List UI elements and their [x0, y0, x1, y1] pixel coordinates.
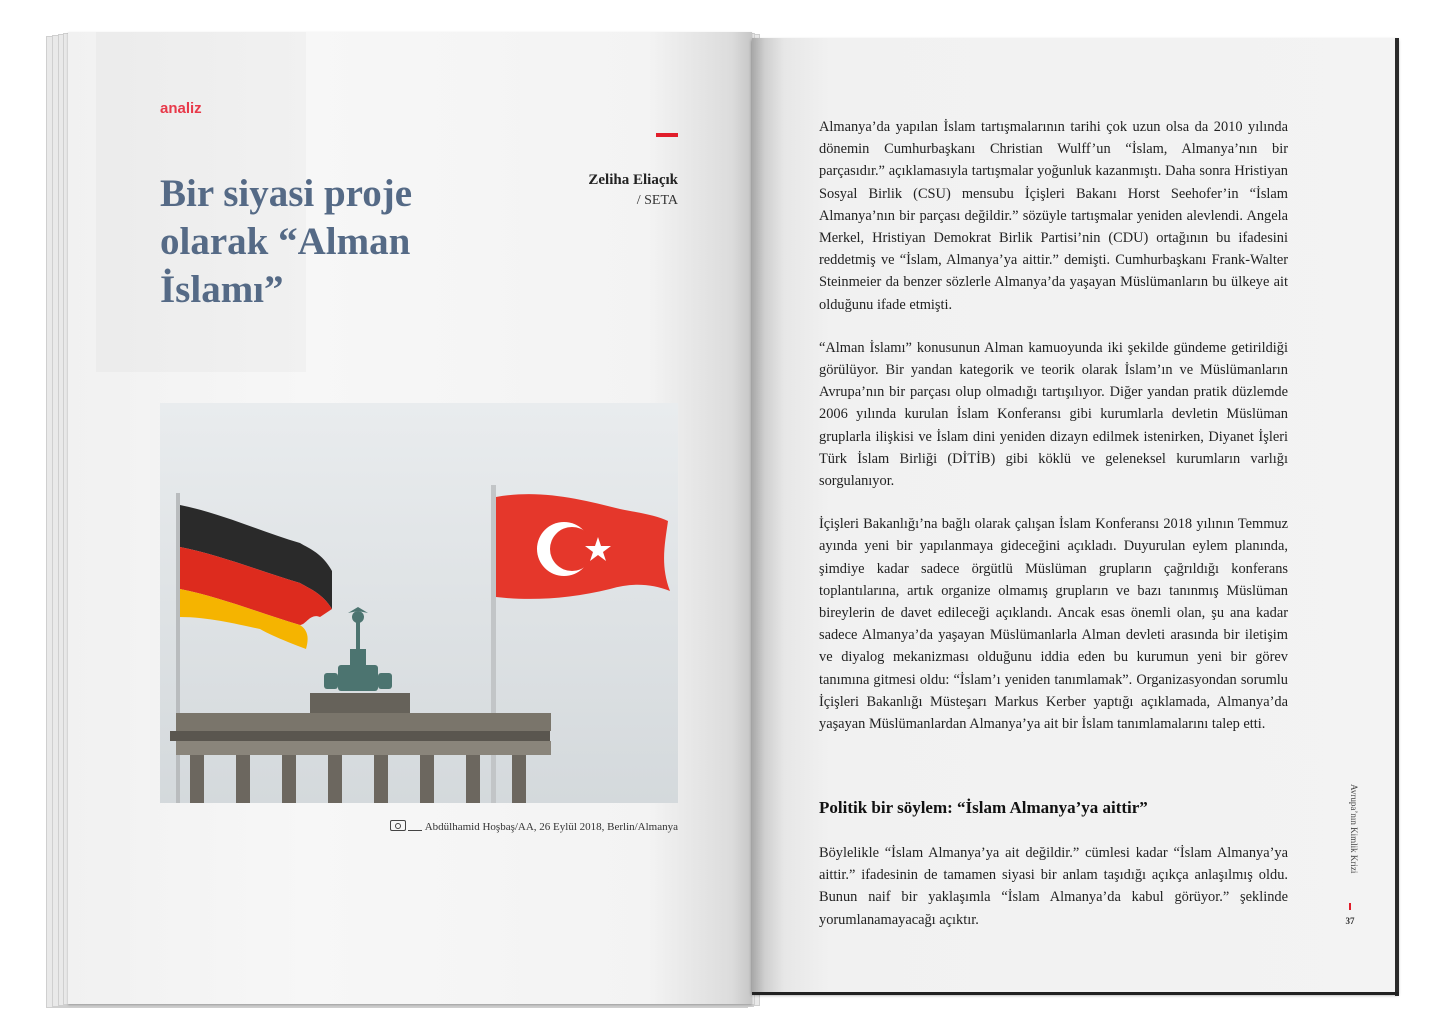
- right-page-edge: [1395, 38, 1399, 996]
- flagpole-left: [176, 493, 180, 803]
- body-paragraph: Almanya’da yapılan İslam tartışmalarının tarihi çok uzun olsa da 2010 yılında dönemin Cumhurbaşkanı Christian Wulff’un “İslam, Almanya’nın bir parçasıdır.” açıklamasıyla tartışmalar yoğunluk kazanmıştı. Daha sonra Hristiyan Sosyal Birlik (CSU) mensubu İçişleri Bakanı Horst Seehofer’in “İslam Almanya’nın bir parçası değildir.” sözüyle tartışmalar yeniden alevlendi. Angela Merkel, Hristiyan Demokrat Birlik Partisi’nin (CDU) ortağının bu ifadesini reddetmiş ve “İslam, Almanya’ya aittir.” demişti. Cumhurbaşkanı Frank-Walter Steinmeier da benzer sözlerle Almanya’da yaşayan Müslümanların bu ülkeye ait olduğunu ifade etmişti.: [819, 119, 1288, 313]
- camera-icon: [390, 820, 406, 831]
- page-number: 37: [1345, 916, 1355, 926]
- author-organization: / SETA: [636, 193, 678, 208]
- caption-rule: [408, 830, 422, 831]
- body-paragraph: Böylelikle “İslam Almanya’ya ait değildir.” cümlesi kadar “İslam Almanya’ya aittir.” ifadesinin de tamamen siyasi bir anlam taşıdığı açıkça anlaşılmış oldu. Bunun naif bir yaklaşımla “İslam Almanya’da kabul görüyor.” şeklinde yorumlanamayacağı açıktır.: [819, 845, 1288, 928]
- photo-caption: [380, 820, 678, 833]
- flagpole-right: [491, 485, 496, 803]
- flags-brandenburg-gate-illustration: [160, 403, 678, 803]
- article-body-continued: [819, 842, 1288, 931]
- article-body: [819, 116, 1288, 756]
- body-paragraph: “Alman İslamı” konusunun Alman kamuoyunda iki şekilde gündeme getirildiği görülüyor. Bir yandan kategorik ve teorik olarak İslam’ın ve Müslümanların Avrupa’nın bir parçası olup olmadığı tartışılıyor. Diğer yandan pratik düzlemde 2006 yılında kurulan İslam Konferansı gibi kurumlarla devletin Müslüman gruplarla ilişkisi ve İslam dini yeniden dizayn edilmek istenirken, Diyanet İşleri Türk İslam Birliği (DİTİB) gibi köklü ve geleneksel kurumların varlığı sorgulanıyor.: [819, 339, 1288, 490]
- running-head: Avrupa’nın Kimlik Krizi: [1349, 784, 1359, 874]
- author-name: Zeliha Eliaçık: [588, 172, 678, 188]
- section-tag: analiz: [160, 100, 202, 117]
- running-head-marker: [1349, 903, 1351, 910]
- photo-credit: Abdülhamid Hoşbaş/AA, 26 Eylül 2018, Berlin/Almanya: [424, 821, 678, 833]
- article-photo: [160, 403, 678, 803]
- accent-bar: [656, 133, 678, 137]
- article-headline: Bir siyasi proje olarak “Alman İslamı”: [160, 172, 413, 311]
- section-subheading: Politik bir söylem: “İslam Almanya’ya aittir”: [819, 798, 1148, 817]
- body-paragraph: İçişleri Bakanlığı’na bağlı olarak çalışan İslam Konferansı 2018 yılının Temmuz ayında yeni bir yapılanmaya gideceğini açıkladı. Duyurulan eylem planında, şimdiye kadar sadece örgütlü Müslüman grupların çağrıldığı konferans toplantılarına, artık organize olmamış grupların ve bazı tanınmış Müslüman bireylerin de davet edileceği açıklandı. Ancak esas önemli olan, şu ana kadar sadece Almanya’da yaşayan Müslümanlarla Alman devleti arasında bir iletişim ve diyalog mekanizması olduğunu iddia eden bu kurumun yeni bir görev tanımına gitmesi oldu: “İslam’ı yeniden tanımlamak”. Organizasyondan sorumlu İçişleri Bakanlığı Müsteşarı Markus Kerber yaptığı açıklamada, Almanya’da yaşayan Müslümanlardan Almanya’ya ait bir İslam tanımlamalarını talep etti.: [819, 516, 1288, 733]
- bottom-page-edge: [752, 992, 1399, 995]
